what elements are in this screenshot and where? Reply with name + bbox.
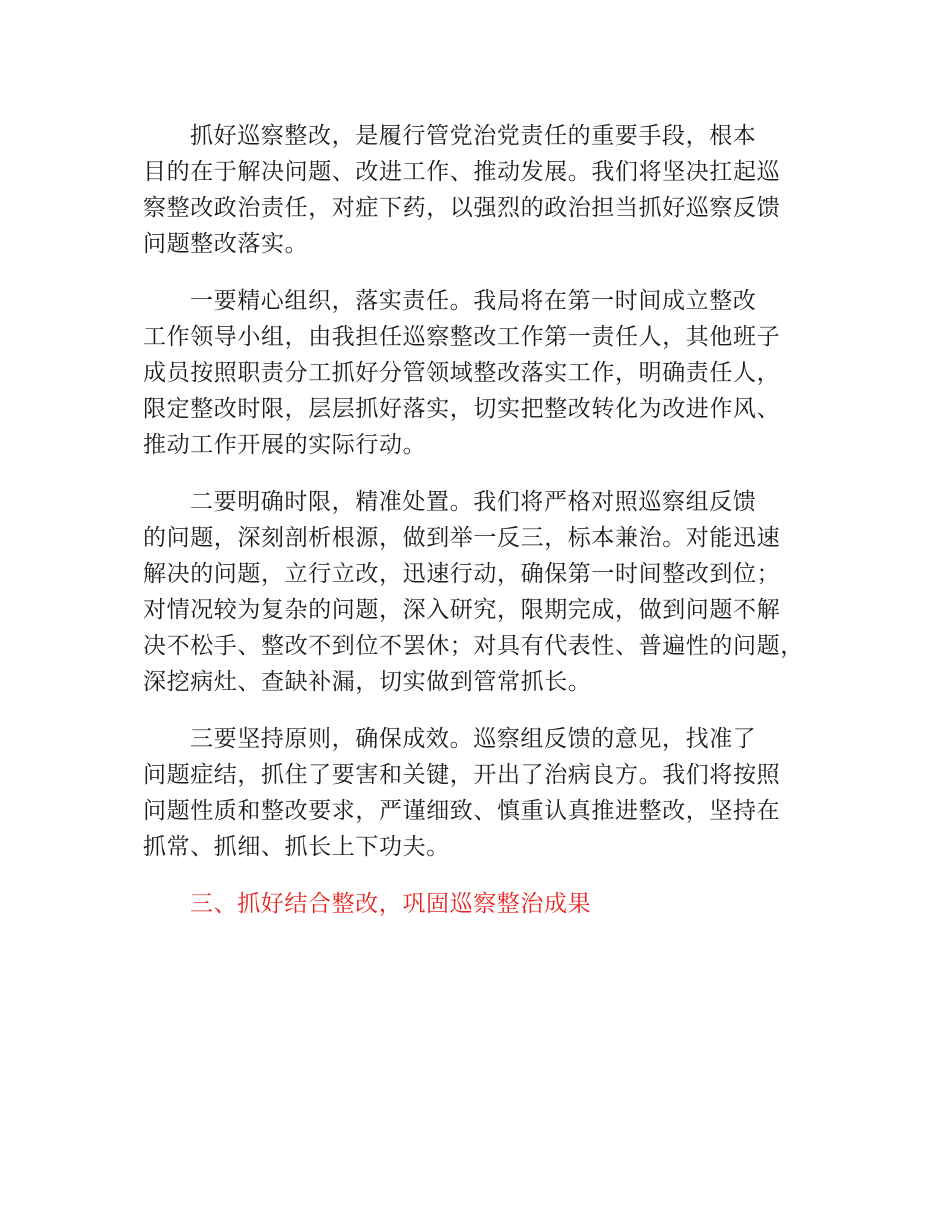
paragraph-line: 限定整改时限，层层抓好落实，切实把整改转化为改进作风、 [143,396,781,422]
paragraph-line: 抓好巡察整改，是履行管党治党责任的重要手段，根本 [190,123,757,149]
paragraph-line: 的问题，深刻剖析根源，做到举一反三，标本兼治。对能迅速 [143,525,781,551]
paragraph-line: 问题症结，抓住了要害和关键，开出了治病良方。我们将按照 [143,762,781,788]
paragraph-line: 察整改政治责任，对症下药，以强烈的政治担当抓好巡察反馈 [143,195,781,221]
paragraph-line: 抓常、抓细、抓长上下功夫。 [143,834,450,860]
paragraph-3 [143,484,843,700]
paragraph-line: 成员按照职责分工抓好分管领域整改落实工作，明确责任人， [143,360,781,386]
paragraph-2 [143,283,843,463]
paragraph-4 [143,721,843,865]
paragraph-line: 深挖病灶、查缺补漏，切实做到管常抓长。 [143,669,592,695]
paragraph-line: 问题性质和整改要求，严谨细致、慎重认真推进整改，坚持在 [143,798,781,824]
paragraph-line: 对情况较为复杂的问题，深入研究，限期完成，做到问题不解 [143,597,781,623]
paragraph-line: 三要坚持原则，确保成效。巡察组反馈的意见，找准了 [190,726,757,752]
paragraph-line: 工作领导小组，由我担任巡察整改工作第一责任人，其他班子 [143,324,781,350]
paragraph-1 [143,118,843,262]
document-body [143,118,843,922]
paragraph-line: 目的在于解决问题、改进工作、推动发展。我们将坚决扛起巡 [143,159,781,185]
paragraph-line: 二要明确时限，精准处置。我们将严格对照巡察组反馈 [190,489,757,515]
section-heading: 三、抓好结合整改，巩固巡察整治成果 [190,891,592,917]
paragraph-line: 推动工作开展的实际行动。 [143,432,427,458]
paragraph-line: 解决的问题，立行立改，迅速行动，确保第一时间整改到位； [143,561,781,587]
paragraph-line: 决不松手、整改不到位不罢休；对具有代表性、普遍性的问题， [143,633,804,659]
paragraph-line: 一要精心组织，落实责任。我局将在第一时间成立整改 [190,288,757,314]
paragraph-line: 问题整改落实。 [143,231,309,257]
